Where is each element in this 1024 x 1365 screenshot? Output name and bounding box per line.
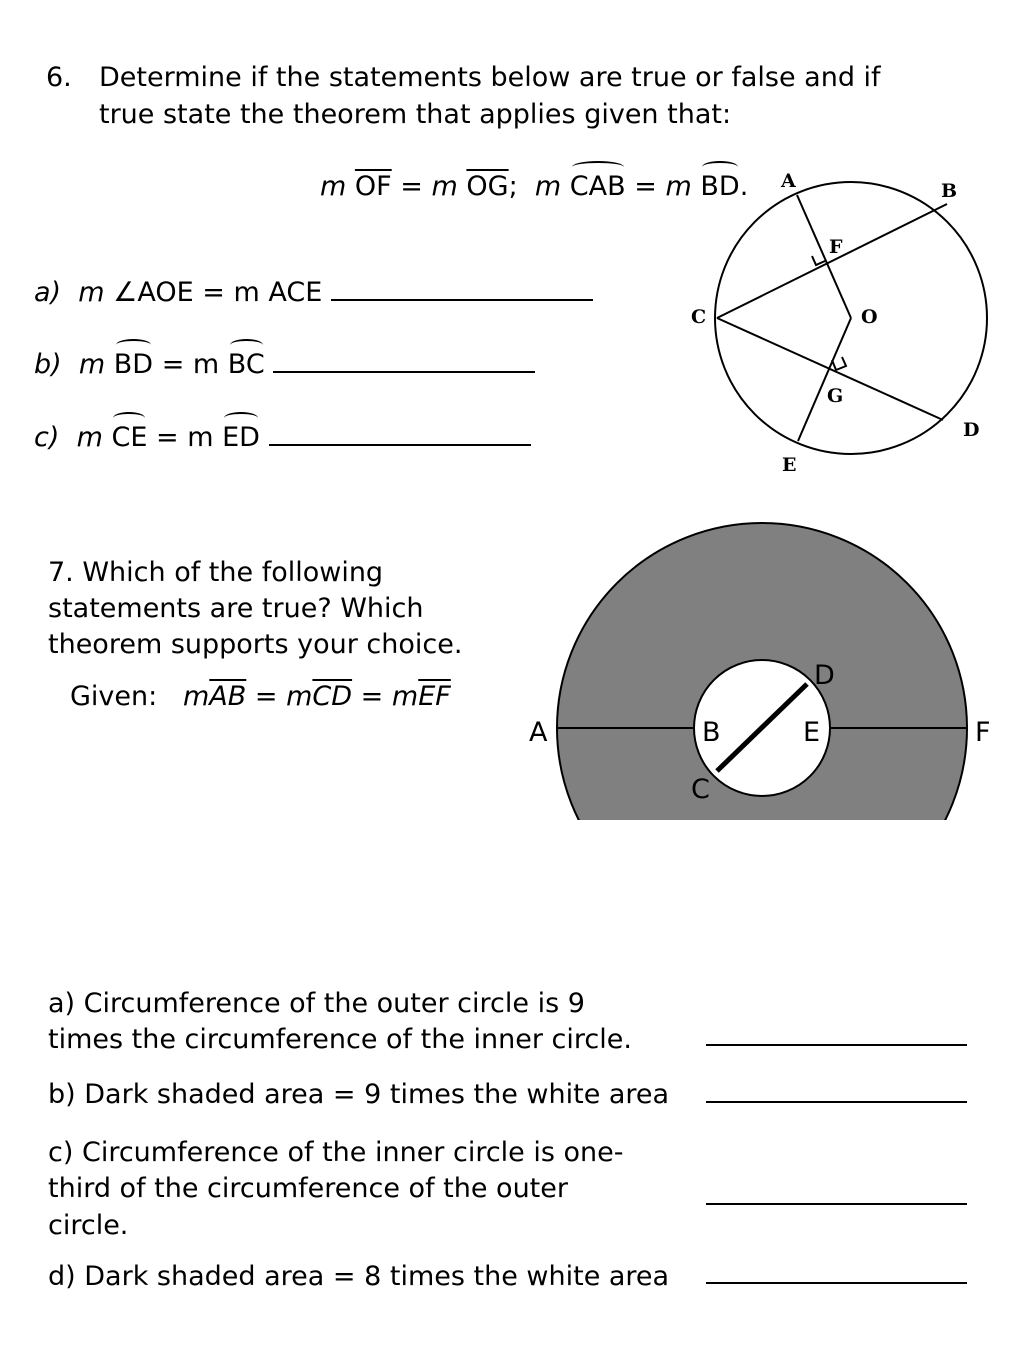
q6-right-angle-f [812, 256, 825, 265]
q7-prompt-line2: statements are true? Which [48, 593, 424, 624]
q7-statement-b-line1: b) Dark shaded area = 9 times the white area [48, 1079, 670, 1110]
q6-given-eq2: = [634, 171, 657, 202]
q7-statement-d-answer-blank[interactable] [706, 1282, 967, 1284]
q6-item-a-label: a) [34, 277, 62, 308]
q7-given-seg-cd: $\overline{CD}$ [312, 681, 353, 712]
q7-label-d: D [814, 660, 835, 691]
q7-given-m1: m [182, 681, 210, 712]
q6-label-f: F [829, 236, 843, 258]
q7-label-b: B [702, 717, 721, 748]
q6-prompt-line1: Determine if the statements below are true or false and if [99, 62, 881, 93]
q6-item-a-mid: = m ACE [202, 277, 323, 308]
q6-given-sep: ; [508, 171, 518, 202]
q6-item-c-label: c) [34, 422, 60, 453]
q6-item-c-arc-ce: CE [111, 419, 147, 456]
q6-label-a: A [781, 170, 796, 192]
q7-given-label: Given: [70, 681, 158, 712]
q6-prompt-line2: true state the theorem that applies given that: [99, 99, 732, 130]
q7-statement-c-line3: circle. [48, 1210, 129, 1241]
q7-given-m3: m [391, 681, 419, 712]
q6-segment-oe [798, 318, 851, 441]
q6-label-d: D [963, 419, 980, 441]
q7-statement-c-answer-blank[interactable] [706, 1203, 967, 1205]
q6-item-b-mid: = m [161, 349, 220, 380]
q7-prompt-line1: 7. Which of the following [48, 557, 384, 588]
q7-statement-d-line1: d) Dark shaded area = 8 times the white area [48, 1261, 670, 1292]
q7-statement-c-line2: third of the circumference of the outer [48, 1173, 568, 1204]
q6-item-b-label: b) [34, 349, 62, 380]
q6-item-b-arc-bd: BD [114, 346, 153, 383]
q6-given-seg-og: $\overline{OG}$ [466, 171, 509, 202]
q6-label-b: B [941, 180, 958, 202]
q6-item-b-pre: m [78, 349, 106, 380]
q6-label-e: E [782, 454, 797, 476]
q6-label-o: O [861, 306, 878, 328]
q7-statement-a-answer-blank[interactable] [706, 1044, 967, 1046]
q6-given-end: . [739, 171, 749, 202]
q6-circle-diagram [0, 0, 1024, 500]
q6-item-c-mid: = m [155, 422, 214, 453]
q6-item-a-angle: ∠AOE [113, 277, 194, 308]
q6-given-m2: m [431, 171, 458, 202]
q7-statement-b-answer-blank[interactable] [706, 1101, 967, 1103]
q6-given-seg-of: $\overline{OF}$ [354, 171, 392, 202]
q7-prompt-line3: theorem supports your choice. [48, 629, 463, 660]
q7-given-m2: m [286, 681, 313, 712]
q6-chord-cb [717, 204, 947, 318]
q6-label-g: G [827, 385, 844, 407]
q6-item-a-pre: m [78, 277, 105, 308]
q7-label-f: F [975, 717, 991, 748]
q6-number: 6. [46, 62, 72, 93]
q7-given-eq1: = [254, 681, 278, 712]
q6-given-m4: m [665, 171, 692, 202]
q6-given-arc-cab: CAB [570, 168, 626, 205]
q7-given-eq2: = [360, 681, 384, 712]
q6-given-m3: m [534, 171, 562, 202]
q7-label-e: E [803, 717, 821, 748]
q6-given-arc-bd: BD [700, 168, 739, 205]
q6-item-b-arc-bc: BC [228, 346, 265, 383]
q7-statement-c-line1: c) Circumference of the inner circle is one- [48, 1137, 624, 1168]
q7-statement-a-line1: a) Circumference of the outer circle is 9 [48, 988, 585, 1019]
q7-given-seg-ab: $\overline{AB}$ [209, 681, 247, 712]
q7-label-a: A [529, 717, 548, 748]
q7-given-seg-ef: $\overline{EF}$ [418, 681, 451, 712]
q7-statement-a-line2: times the circumference of the inner circle. [48, 1024, 632, 1055]
q6-given-m1: m [320, 171, 347, 202]
q7-label-c: C [691, 774, 710, 805]
q7-annulus-diagram [0, 500, 1024, 820]
q6-item-c-arc-ed: ED [222, 419, 260, 456]
q6-label-c: C [691, 306, 707, 328]
q6-item-c-pre: m [76, 422, 103, 453]
q6-given-eq1: = [400, 171, 423, 202]
